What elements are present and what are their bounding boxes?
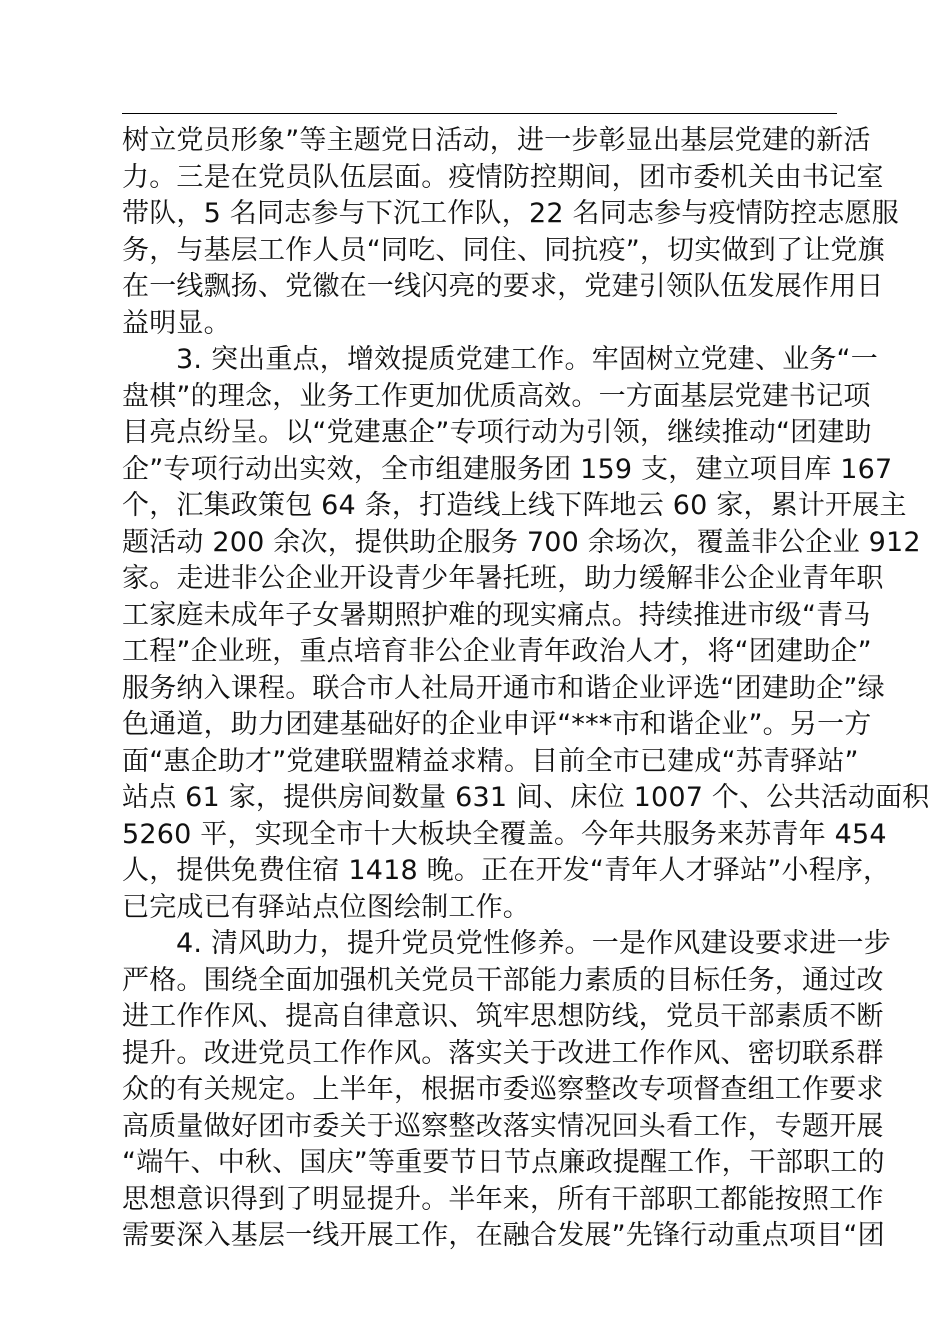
text-line: 服务纳入课程。联合市人社局开通市和谐企业评选“团建助企”绿: [122, 672, 885, 704]
text-line: 力。三是在党员队伍层面。疫情防控期间，团市委机关由书记室: [122, 161, 884, 193]
header-rule: [122, 113, 837, 114]
text-line: 严格。围绕全面加强机关党员干部能力素质的目标任务，通过改: [122, 964, 884, 996]
section-heading-line: 4. 清风助力，提升党员党性修养。一是作风建设要求进一步: [176, 928, 891, 959]
text-line: 目亮点纷呈。以“党建惠企”专项行动为引领，继续推动“团建助: [122, 417, 872, 448]
text-line: 进工作作风、提高自律意识、筑牢思想防线，党员干部素质不断: [122, 1001, 884, 1032]
text-line: 已完成已有驿站点位图绘制工作。: [122, 891, 530, 923]
section-heading-line: 3. 突出重点，增效提质党建工作。牢固树立党建、业务“一: [176, 344, 878, 375]
text-line: 站点 61 家，提供房间数量 631 间、床位 1007 个、公共活动面积: [122, 782, 930, 813]
text-line: 提升。改进党员工作作风。落实关于改进工作作风、密切联系群: [122, 1037, 884, 1069]
text-line: 题活动 200 余次，提供助企服务 700 余场次，覆盖非公企业 912: [122, 526, 921, 558]
text-line: 众的有关规定。上半年，根据市委巡察整改专项督查组工作要求: [122, 1074, 884, 1105]
text-line: 面“惠企助才”党建联盟精益求精。目前全市已建成“苏青驿站”: [122, 745, 859, 777]
text-line: 需要深入基层一线开展工作，在融合发展”先锋行动重点项目“团: [122, 1220, 885, 1251]
text-line: 人，提供免费住宿 1418 晚。正在开发“青年人才驿站”小程序，: [122, 855, 891, 886]
text-line: 在一线飘扬、党徽在一线闪亮的要求，党建引领队伍发展作用日: [122, 271, 884, 302]
text-line: 色通道，助力团建基础好的企业申评“***市和谐企业”。另一方: [122, 709, 872, 740]
text-line: 思想意识得到了明显提升。半年来，所有干部职工都能按照工作: [122, 1183, 884, 1215]
text-line: 高质量做好团市委关于巡察整改落实情况回头看工作，专题开展: [122, 1110, 884, 1142]
document-body: [122, 123, 930, 1255]
text-line: 益明显。: [122, 307, 231, 339]
text-line: 个，汇集政策包 64 条，打造线上线下阵地云 60 家，累计开展主: [122, 490, 907, 521]
text-line: 企”专项行动出实效，全市组建服务团 159 支，建立项目库 167: [122, 453, 893, 485]
text-line: “端午、中秋、国庆”等重要节日节点廉政提醒工作，干部职工的: [122, 1147, 885, 1178]
text-line: 盘棋”的理念，业务工作更加优质高效。一方面基层党建书记项: [122, 380, 871, 412]
text-line: 树立党员形象”等主题党日活动，进一步彰显出基层党建的新活: [122, 125, 871, 156]
text-line: 带队，5 名同志参与下沉工作队，22 名同志参与疫情防控志愿服: [122, 198, 899, 229]
text-line: 工家庭未成年子女暑期照护难的现实痛点。持续推进市级“青马: [122, 599, 871, 631]
text-line: 工程”企业班，重点培育非公企业青年政治人才，将“团建助企”: [122, 636, 872, 667]
text-line: 家。走进非公企业开设青少年暑托班，助力缓解非公企业青年职: [122, 563, 884, 594]
text-line: 5260 平，实现全市十大板块全覆盖。今年共服务来苏青年 454: [122, 818, 887, 850]
text-line: 务，与基层工作人员“同吃、同住、同抗疫”，切实做到了让党旗: [122, 234, 885, 266]
